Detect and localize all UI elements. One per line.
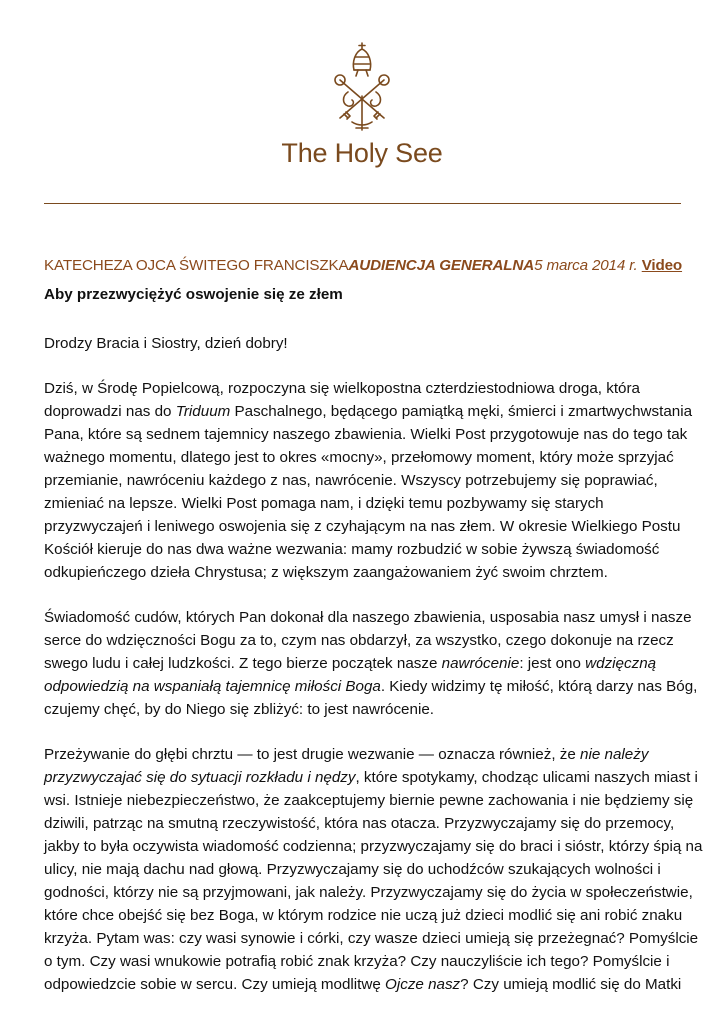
- category-label: KATECHEZA OJCA ŚWITEGO FRANCISZKA: [44, 257, 349, 274]
- papal-coat-of-arms-icon: [318, 40, 406, 132]
- paragraph-1: Dziś, w Środę Popielcową, rozpoczyna się wielkopostna czterdziestodniowa droga, która doprowadzi nas do Triduum Paschalnego, będącego pamiątką męki, śmierci i zmartwychwstania Pana, które są sednem tajemnicy naszego zbawienia. Wielki Post przygotowuje nas do tego tak ważnego momentu, dlatego jest to okres «mocny», przełomowy moment, który może sprzyjać przemianie, nawróceniu każdego z nas, nawrócenie. Wszyscy potrzebujemy się poprawiać, zmieniać na lepsze. Wielki Post pomaga nam, i dzięki temu pozbywamy się starych przyzwyczajeń i leniwego oswojenia się z czyhającym na nas złem. W okresie Wielkiego Postu Kościół kieruje do nas dwa ważne wezwania: mamy rozbudzić w sobie żywszą świadomość odkupieńczego dzieła Chrystusa; z większym zaangażowaniem żyć swoim chrztem.: [44, 380, 693, 581]
- paragraph-3: Przeżywanie do głębi chrztu — to jest drugie wezwanie — oznacza również, że nie należy przyzwyczajać się do sytuacji rozkładu i nędzy, które spotykamy, chodząc ulicami naszych miast i wsi. Istnieje niebezpieczeństwo, że zaakceptujemy biernie pewne zachowania i nie będziemy się dziwili, patrząc na smutną rzeczywistość, która nas otacza. Przyzwyczajamy się do przemocy, jakby to była oczywista wiadomość codzienna; przyzwyczajamy się do braci i sióstr, którzy śpią na ulicy, nie mają dachu nad głową. Przyzwyczajamy się do uchodźców szukających wolności i godności, którzy nie są przyjmowani, jak należy. Przyzwyczajamy się do życia w społeczeństwie, które chce obejść się bez Boga, w którym rodzice nie uczą już dzieci modlić się ani robić znaku krzyża. Pytam was: czy wasi synowie i córki, czy wasze dzieci umieją się przeżegnać? Pomyślcie o tym. Czy wasi wnukowie potrafią robić znak krzyża? Czy nauczyliście ich tego? Pomyślcie i odpowiedzcie sobie w sercu. Czy umieją modlitwę Ojcze nasz? Czy umieją modlić się do Matki: [44, 746, 703, 993]
- site-title: The Holy See: [281, 138, 443, 168]
- article-meta: [44, 254, 684, 277]
- video-link[interactable]: Video: [641, 257, 683, 274]
- paragraph-2: Świadomość cudów, których Pan dokonał dla naszego zbawienia, usposabia nasz umysł i nasze serce do wdzięczności Bogu za to, czym nas obdarzył, za wszystko, czego dokonuje na rzecz swego ludu i całej ludzkości. Z tego bierze początek nasze nawrócenie: jest ono wdzięczną odpowiedzią na wspaniałą tajemnicę miłości Boga. Kiedy widzimy tę miłość, którą darzy nas Bóg, czujemy chęć, by do Niego się zbliżyć: to jest nawrócenie.: [44, 609, 698, 718]
- greeting-paragraph: Drodzy Bracia i Siostry, dzień dobry!: [44, 335, 288, 352]
- date-label: 5 marca 2014 r.: [534, 257, 638, 274]
- article-body: [44, 254, 703, 996]
- article-title: Aby przezwyciężyć oswojenie się ze złem: [44, 286, 343, 303]
- event-label: AUDIENCJA GENERALNA: [348, 257, 535, 274]
- header-divider: [44, 203, 681, 204]
